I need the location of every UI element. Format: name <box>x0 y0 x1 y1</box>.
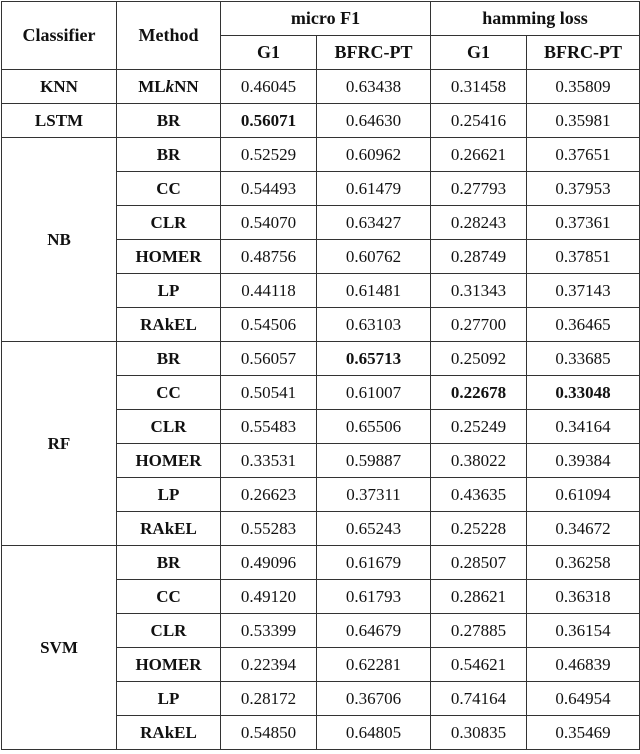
value-cell: 0.33685 <box>527 342 640 376</box>
value-cell: 0.52529 <box>221 138 317 172</box>
value-cell: 0.65506 <box>317 410 431 444</box>
value-cell: 0.36465 <box>527 308 640 342</box>
value-cell: 0.60962 <box>317 138 431 172</box>
method-cell: CLR <box>117 614 221 648</box>
value-cell: 0.55283 <box>221 512 317 546</box>
value-cell: 0.26623 <box>221 478 317 512</box>
value-cell: 0.28243 <box>431 206 527 240</box>
value-cell: 0.61679 <box>317 546 431 580</box>
results-body <box>2 70 640 750</box>
method-cell: CC <box>117 580 221 614</box>
value-cell: 0.31343 <box>431 274 527 308</box>
value-cell: 0.61793 <box>317 580 431 614</box>
method-cell: HOMER <box>117 648 221 682</box>
value-cell: 0.31458 <box>431 70 527 104</box>
header-hamming-bfrc-pt: BFRC-PT <box>527 36 640 70</box>
value-cell: 0.39384 <box>527 444 640 478</box>
classifier-cell: RF <box>2 342 117 546</box>
value-cell: 0.25416 <box>431 104 527 138</box>
header-method: Method <box>117 2 221 70</box>
method-cell: LP <box>117 682 221 716</box>
method-cell: HOMER <box>117 240 221 274</box>
value-cell: 0.48756 <box>221 240 317 274</box>
value-cell: 0.54070 <box>221 206 317 240</box>
table-row <box>2 546 640 580</box>
value-cell: 0.54493 <box>221 172 317 206</box>
table-row <box>2 342 640 376</box>
value-cell: 0.37651 <box>527 138 640 172</box>
value-cell: 0.54506 <box>221 308 317 342</box>
value-cell: 0.49096 <box>221 546 317 580</box>
method-cell: CC <box>117 172 221 206</box>
value-cell: 0.64805 <box>317 716 431 750</box>
value-cell: 0.36318 <box>527 580 640 614</box>
method-cell: CLR <box>117 410 221 444</box>
value-cell: 0.50541 <box>221 376 317 410</box>
value-cell: 0.63103 <box>317 308 431 342</box>
method-prefix: ML <box>138 76 166 96</box>
method-cell: HOMER <box>117 444 221 478</box>
table-row <box>2 70 640 104</box>
value-cell: 0.61094 <box>527 478 640 512</box>
value-cell-best: 0.65713 <box>317 342 431 376</box>
value-cell: 0.65243 <box>317 512 431 546</box>
value-cell: 0.64954 <box>527 682 640 716</box>
table-row <box>2 138 640 172</box>
value-cell: 0.62281 <box>317 648 431 682</box>
value-cell: 0.61007 <box>317 376 431 410</box>
value-cell: 0.37311 <box>317 478 431 512</box>
results-table <box>1 1 640 750</box>
value-cell: 0.37143 <box>527 274 640 308</box>
value-cell: 0.37851 <box>527 240 640 274</box>
value-cell: 0.36258 <box>527 546 640 580</box>
value-cell: 0.54850 <box>221 716 317 750</box>
value-cell: 0.36706 <box>317 682 431 716</box>
header-micro-f1-g1: G1 <box>221 36 317 70</box>
value-cell: 0.28172 <box>221 682 317 716</box>
classifier-cell: SVM <box>2 546 117 750</box>
method-suffix: NN <box>174 76 199 96</box>
header-micro-f1-bfrc-pt: BFRC-PT <box>317 36 431 70</box>
header-hamming-g1: G1 <box>431 36 527 70</box>
value-cell: 0.28749 <box>431 240 527 274</box>
classifier-cell: KNN <box>2 70 117 104</box>
value-cell: 0.28507 <box>431 546 527 580</box>
method-cell: CC <box>117 376 221 410</box>
value-cell: 0.28621 <box>431 580 527 614</box>
method-italic: k <box>165 76 175 96</box>
value-cell: 0.74164 <box>431 682 527 716</box>
value-cell: 0.63427 <box>317 206 431 240</box>
value-cell: 0.34672 <box>527 512 640 546</box>
value-cell: 0.26621 <box>431 138 527 172</box>
value-cell: 0.25249 <box>431 410 527 444</box>
value-cell: 0.33531 <box>221 444 317 478</box>
value-cell: 0.35469 <box>527 716 640 750</box>
value-cell: 0.27793 <box>431 172 527 206</box>
value-cell: 0.59887 <box>317 444 431 478</box>
method-cell: LP <box>117 478 221 512</box>
value-cell: 0.53399 <box>221 614 317 648</box>
value-cell: 0.64630 <box>317 104 431 138</box>
value-cell: 0.35809 <box>527 70 640 104</box>
value-cell: 0.44118 <box>221 274 317 308</box>
value-cell: 0.63438 <box>317 70 431 104</box>
method-cell: BR <box>117 342 221 376</box>
value-cell: 0.30835 <box>431 716 527 750</box>
method-cell: BR <box>117 104 221 138</box>
value-cell: 0.37361 <box>527 206 640 240</box>
value-cell: 0.64679 <box>317 614 431 648</box>
method-cell <box>117 70 221 104</box>
value-cell-best: 0.33048 <box>527 376 640 410</box>
table-row <box>2 104 640 138</box>
value-cell: 0.27885 <box>431 614 527 648</box>
method-cell: BR <box>117 138 221 172</box>
method-cell: LP <box>117 274 221 308</box>
value-cell: 0.25228 <box>431 512 527 546</box>
value-cell: 0.54621 <box>431 648 527 682</box>
classifier-cell: NB <box>2 138 117 342</box>
value-cell: 0.25092 <box>431 342 527 376</box>
classifier-cell: LSTM <box>2 104 117 138</box>
value-cell: 0.56057 <box>221 342 317 376</box>
value-cell: 0.61481 <box>317 274 431 308</box>
method-cell: CLR <box>117 206 221 240</box>
value-cell: 0.35981 <box>527 104 640 138</box>
value-cell: 0.27700 <box>431 308 527 342</box>
value-cell: 0.46839 <box>527 648 640 682</box>
header-hamming-loss: hamming loss <box>431 2 640 36</box>
value-cell: 0.43635 <box>431 478 527 512</box>
value-cell: 0.36154 <box>527 614 640 648</box>
value-cell: 0.34164 <box>527 410 640 444</box>
value-cell: 0.38022 <box>431 444 527 478</box>
header-row-top <box>2 2 640 36</box>
header-classifier: Classifier <box>2 2 117 70</box>
value-cell: 0.46045 <box>221 70 317 104</box>
value-cell-best: 0.22678 <box>431 376 527 410</box>
method-cell: RAkEL <box>117 308 221 342</box>
value-cell-best: 0.56071 <box>221 104 317 138</box>
value-cell: 0.49120 <box>221 580 317 614</box>
value-cell: 0.60762 <box>317 240 431 274</box>
header-micro-f1: micro F1 <box>221 2 431 36</box>
method-cell: RAkEL <box>117 512 221 546</box>
value-cell: 0.22394 <box>221 648 317 682</box>
value-cell: 0.55483 <box>221 410 317 444</box>
method-cell: BR <box>117 546 221 580</box>
value-cell: 0.61479 <box>317 172 431 206</box>
method-cell: RAkEL <box>117 716 221 750</box>
value-cell: 0.37953 <box>527 172 640 206</box>
